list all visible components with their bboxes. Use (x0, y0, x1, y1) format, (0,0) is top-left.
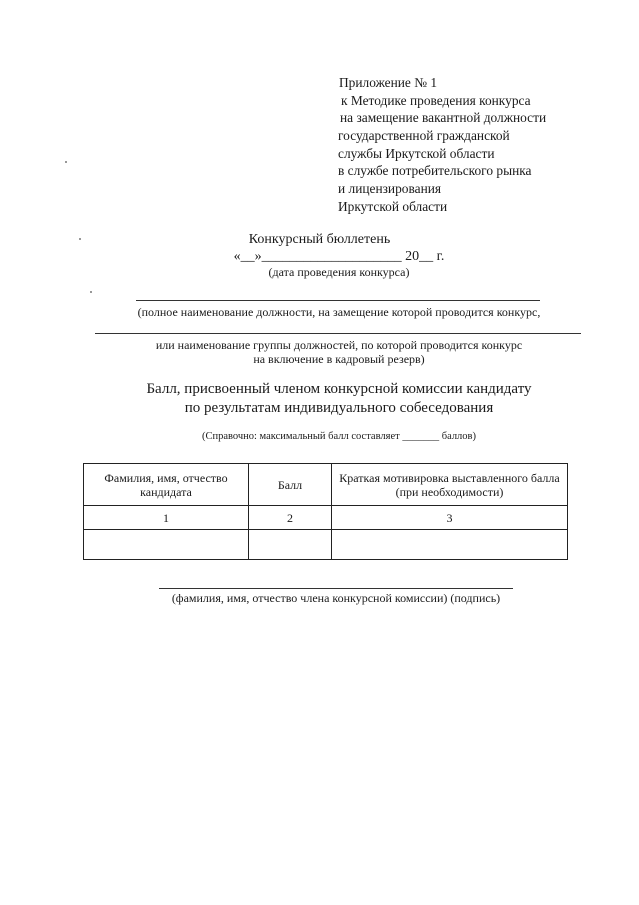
position-caption-1: (полное наименование должности, на замещение которой проводится конкурс, (137, 305, 541, 319)
appendix-line: и лицензирования (338, 181, 442, 197)
column-number-2: 2 (249, 506, 332, 530)
empty-cell-motivation (332, 530, 568, 560)
column-number-1: 1 (84, 506, 249, 530)
header-motivation: Краткая мотивировка выставленного балла (при необходимости) (332, 464, 568, 506)
appendix-line: государственной гражданской (338, 128, 510, 144)
position-caption-2: или наименование группы должностей, по которой проводится конкурс (155, 338, 523, 352)
column-number-3: 3 (332, 506, 568, 530)
reference-note: (Справочно: максимальный балл составляет _______ баллов) (201, 431, 477, 442)
score-heading-line-1: Балл, присвоенный членом конкурсной комиссии кандидату (146, 381, 532, 397)
position-group-rule (95, 333, 581, 334)
appendix-line: Приложение № 1 (339, 75, 438, 90)
ballot-date-line: «__»____________________ 20__ г. (233, 249, 445, 264)
appendix-line: в службе потребительского рынка (338, 163, 532, 179)
scan-speck (90, 291, 92, 293)
ballot-date-caption: (дата проведения конкурса) (268, 265, 410, 279)
table-row (84, 530, 568, 560)
score-table (83, 463, 568, 560)
appendix-line: Иркутской области (338, 198, 448, 214)
empty-cell-candidate (84, 530, 249, 560)
signature-rule (159, 588, 513, 589)
appendix-block (338, 74, 546, 216)
ballot-title: Конкурсный бюллетень (248, 232, 391, 247)
appendix-line: на замещение вакантной должности (340, 110, 547, 126)
position-name-rule (136, 300, 540, 301)
signature-caption: (фамилия, имя, отчество члена конкурсной комиссии) (подпись) (171, 591, 501, 605)
table-number-row (84, 506, 568, 530)
header-score: Балл (249, 464, 332, 506)
appendix-line: службы Иркутской области (338, 145, 495, 161)
empty-cell-score (249, 530, 332, 560)
scan-speck (79, 238, 81, 240)
appendix-line: к Методике проведения конкурса (341, 92, 531, 108)
position-caption-3: на включение в кадровый резерв) (253, 352, 425, 366)
header-candidate-name: Фамилия, имя, отчество кандидата (84, 464, 249, 506)
table-header-row (84, 464, 568, 506)
scan-speck (65, 161, 67, 163)
score-heading-line-2: по результатам индивидуального собеседования (184, 400, 494, 416)
score-heading (0, 380, 639, 418)
